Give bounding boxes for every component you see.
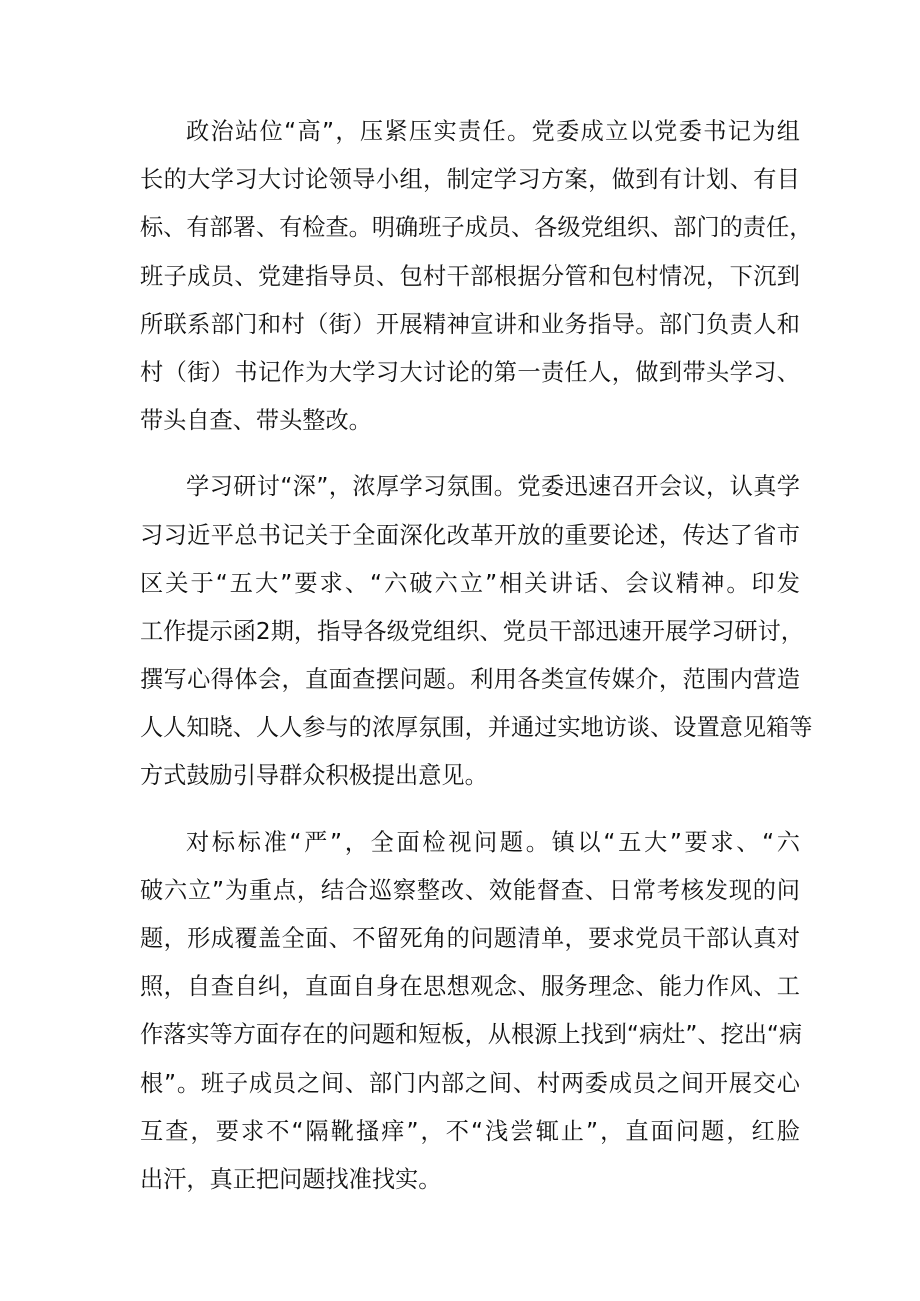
paragraph-line: 对标标准“严”，全面检视问题。镇以“五大”要求、“六 bbox=[186, 828, 800, 856]
paragraph-line: 村（街）书记作为大学习大讨论的第一责任人，做到带头学习、 bbox=[140, 358, 800, 386]
paragraph-line: 照，自查自纠，直面自身在思想观念、服务理念、能力作风、工 bbox=[140, 973, 800, 1001]
paragraph-political-stance bbox=[140, 108, 813, 445]
paragraph-line: 撰写心得体会，直面查摆问题。利用各类宣传媒介，范围内营造 bbox=[140, 666, 800, 694]
paragraph-line: 人人知晓、人人参与的浓厚氛围，并通过实地访谈、设置意见箱等 bbox=[140, 714, 813, 742]
document-body bbox=[140, 108, 813, 1222]
paragraph-line: 破六立”为重点，结合巡察整改、效能督查、日常考核发现的问 bbox=[140, 876, 800, 904]
paragraph-line: 题，形成覆盖全面、不留死角的问题清单，要求党员干部认真对 bbox=[140, 925, 800, 952]
paragraph-line: 长的大学习大讨论领导小组，制定学习方案，做到有计划、有目 bbox=[140, 166, 800, 194]
paragraph-line: 班子成员、党建指导员、包村干部根据分管和包村情况，下沉到 bbox=[140, 262, 800, 290]
paragraph-line: 标、有部署、有检查。明确班子成员、各级党组织、部门的责任， bbox=[140, 214, 813, 242]
paragraph-line: 区关于“五大”要求、“六破六立”相关讲话、会议精神。印发 bbox=[140, 569, 800, 597]
paragraph-line: 工作提示函2期，指导各级党组织、党员干部迅速开展学习研讨， bbox=[140, 617, 804, 645]
paragraph-line: 互查，要求不“隔靴搔痒”，不“浅尝辄止”，直面问题，红脸 bbox=[140, 1117, 800, 1145]
paragraph-line: 方式鼓励引导群众积极提出意见。 bbox=[140, 762, 488, 790]
paragraph-line: 作落实等方面存在的问题和短板，从根源上找到“病灶”、挖出“病 bbox=[140, 1021, 803, 1049]
paragraph-line: 学习研讨“深”，浓厚学习氛围。党委迅速召开会议，认真学 bbox=[186, 473, 800, 501]
paragraph-line: 习习近平总书记关于全面深化改革开放的重要论述，传达了省市 bbox=[140, 521, 800, 549]
paragraph-line: 出汗，真正把问题找准找实。 bbox=[140, 1165, 442, 1193]
paragraph-strict-standards bbox=[140, 819, 803, 1205]
paragraph-study-discussion bbox=[140, 463, 813, 800]
paragraph-line: 带头自查、带头整改。 bbox=[140, 407, 372, 435]
paragraph-line: 根”。班子成员之间、部门内部之间、村两委成员之间开展交心 bbox=[140, 1069, 800, 1097]
paragraph-line: 所联系部门和村（街）开展精神宣讲和业务指导。部门负责人和 bbox=[140, 310, 800, 338]
paragraph-line: 政治站位“高”，压紧压实责任。党委成立以党委书记为组 bbox=[186, 118, 800, 145]
